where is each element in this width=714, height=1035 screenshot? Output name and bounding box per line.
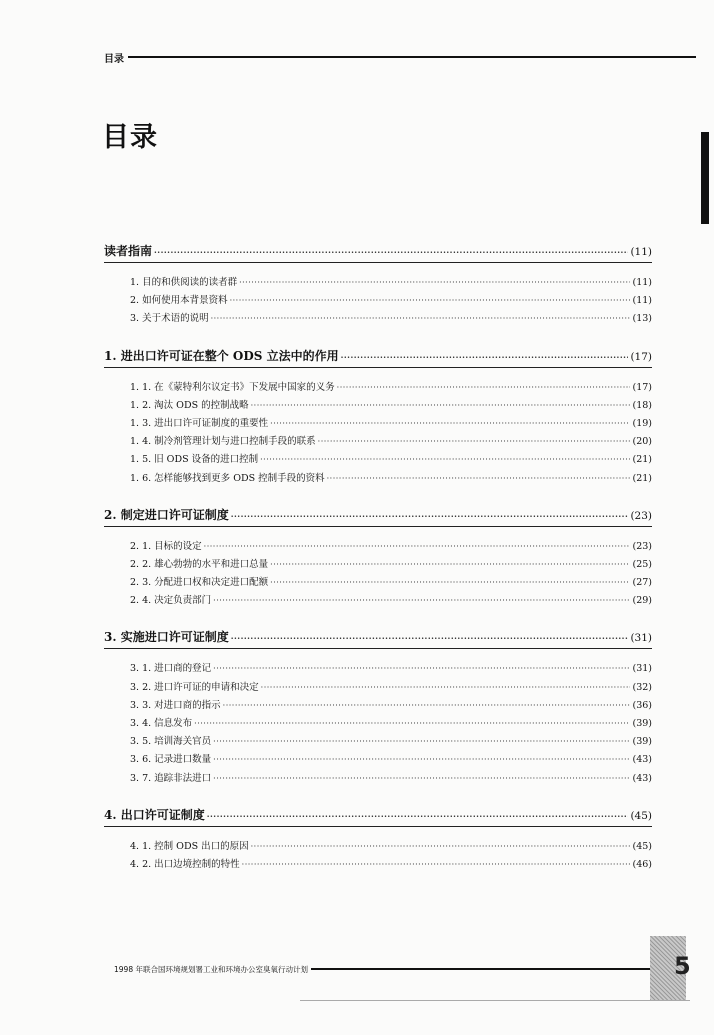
header-rule <box>128 56 696 58</box>
toc-leader-dots <box>213 733 630 751</box>
toc-subentry[interactable] <box>130 574 652 592</box>
toc-subentry-page: (43) <box>632 754 652 766</box>
toc-section <box>104 626 652 803</box>
toc-subentry-page: (31) <box>632 663 652 675</box>
toc-chapter-page: (31) <box>630 632 652 645</box>
toc-leader-dots <box>270 556 630 574</box>
toc-subentry[interactable] <box>130 556 652 574</box>
running-footer <box>114 962 674 976</box>
toc-subentry[interactable] <box>130 751 652 769</box>
toc-subentry-title: 3. 3. 对进口商的指示 <box>130 699 221 711</box>
toc-leader-dots <box>230 292 631 310</box>
toc-leader-dots <box>337 379 631 397</box>
toc-section <box>104 345 652 504</box>
toc-subentry-title: 2. 4. 决定负责部门 <box>130 595 212 607</box>
toc-subentry-title: 2. 2. 雄心勃勃的水平和进口总量 <box>130 558 269 570</box>
toc-subentry-page: (18) <box>632 399 652 411</box>
toc-leader-dots <box>213 751 630 769</box>
toc-leader-dots <box>231 627 629 649</box>
toc-subentry[interactable] <box>130 292 652 310</box>
toc-leader-dots <box>261 679 631 697</box>
toc-section <box>104 504 652 627</box>
running-header <box>104 50 696 64</box>
toc-leader-dots <box>213 592 630 610</box>
toc-section <box>104 240 652 345</box>
toc-leader-dots <box>341 346 629 368</box>
toc-chapter-entry[interactable] <box>104 240 652 263</box>
toc-chapter-title: 读者指南 <box>104 244 153 258</box>
footer-text: 1998 年联合国环境规划署工业和环境办公室臭氧行动计划 <box>114 964 308 974</box>
toc-leader-dots <box>251 397 631 415</box>
toc-chapter-entry[interactable] <box>104 626 652 649</box>
toc-subentry[interactable] <box>130 379 652 397</box>
toc-subentry[interactable] <box>130 770 652 788</box>
toc-chapter-page: (11) <box>630 246 652 258</box>
toc-subentry-page: (25) <box>632 558 652 570</box>
toc-subentry-page: (39) <box>632 736 652 748</box>
toc-subentry-page: (27) <box>632 577 652 589</box>
toc-subentry-page: (45) <box>632 840 652 852</box>
toc-subentry-title: 1. 1. 在《蒙特利尔议定书》下发展中国家的义务 <box>130 381 335 393</box>
toc-subentry-title: 3. 6. 记录进口数量 <box>130 754 212 766</box>
toc-leader-dots <box>223 697 631 715</box>
toc-subentry[interactable] <box>130 415 652 433</box>
toc-chapter-entry[interactable] <box>104 804 652 827</box>
toc-subentry-title: 1. 4. 制冷剂管理计划与进口控制手段的联系 <box>130 436 316 448</box>
toc-subentry[interactable] <box>130 451 652 469</box>
toc-leader-dots <box>318 433 631 451</box>
toc-subentry[interactable] <box>130 310 652 328</box>
toc-subentry-title: 1. 2. 淘汰 ODS 的控制战略 <box>130 399 249 411</box>
toc-leader-dots <box>270 574 630 592</box>
toc-subentry-title: 3. 4. 信息发布 <box>130 718 193 729</box>
toc-chapter-page: (45) <box>630 809 652 822</box>
toc-leader-dots <box>239 274 630 292</box>
toc-subentry-page: (20) <box>632 436 652 448</box>
toc-leader-dots <box>211 310 631 328</box>
toc-subentry-title: 3. 2. 进口许可证的申请和决定 <box>130 681 259 693</box>
toc-subentries <box>104 827 652 890</box>
toc-subentry-page: (32) <box>632 681 652 693</box>
toc-subentry-page: (21) <box>632 454 652 466</box>
toc-subentry-page: (29) <box>632 595 652 607</box>
toc-chapter-title: 2. 制定进口许可证制度 <box>104 507 229 522</box>
toc-leader-dots <box>231 505 629 527</box>
toc-subentry-page: (46) <box>632 858 652 870</box>
toc-chapter-entry[interactable] <box>104 345 652 368</box>
toc-subentry-title: 3. 5. 培训海关官员 <box>130 736 212 748</box>
toc-subentry[interactable] <box>130 592 652 610</box>
side-thumb-tab <box>701 132 709 224</box>
toc-subentry[interactable] <box>130 715 652 733</box>
toc-subentry-title: 3. 7. 追踪非法进口 <box>130 772 212 784</box>
toc-subentry-page: (36) <box>632 699 652 711</box>
toc-subentry[interactable] <box>130 679 652 697</box>
toc-leader-dots <box>260 451 630 469</box>
toc-subentries <box>104 527 652 627</box>
toc-leader-dots <box>194 715 630 733</box>
toc-chapter-entry[interactable] <box>104 504 652 527</box>
toc-subentry[interactable] <box>130 538 652 556</box>
running-header-label: 目录 <box>104 53 124 65</box>
toc-chapter-page: (17) <box>630 350 652 363</box>
toc-subentry[interactable] <box>130 274 652 292</box>
toc-subentry-page: (17) <box>632 381 652 393</box>
toc-subentry-title: 3. 1. 进口商的登记 <box>130 663 212 675</box>
toc-subentry[interactable] <box>130 660 652 678</box>
toc-subentry[interactable] <box>130 397 652 415</box>
table-of-contents <box>104 240 652 890</box>
toc-subentries <box>104 368 652 504</box>
page-title: 目录 <box>102 122 158 153</box>
toc-subentry-page: (11) <box>632 277 652 288</box>
toc-leader-dots <box>213 770 630 788</box>
toc-subentry-title: 1. 5. 旧 ODS 设备的进口控制 <box>130 454 259 466</box>
page-number: 5 <box>674 952 691 980</box>
toc-leader-dots <box>251 838 631 856</box>
toc-leader-dots <box>327 470 631 488</box>
toc-subentry[interactable] <box>130 433 652 451</box>
toc-chapter-title: 3. 实施进口许可证制度 <box>104 630 229 645</box>
toc-leader-dots <box>207 805 629 827</box>
toc-subentry-title: 1. 6. 怎样能够找到更多 ODS 控制手段的资料 <box>130 472 325 484</box>
toc-subentry[interactable] <box>130 733 652 751</box>
toc-subentry-title: 4. 1. 控制 ODS 出口的原因 <box>130 840 249 852</box>
toc-subentry-title: 2. 3. 分配进口权和决定进口配额 <box>130 577 269 589</box>
toc-subentry-page: (13) <box>632 313 652 325</box>
bottom-scan-rule <box>300 1000 690 1001</box>
toc-section <box>104 804 652 890</box>
toc-subentry[interactable] <box>130 470 652 488</box>
toc-leader-dots <box>242 856 631 874</box>
toc-subentries <box>104 263 652 345</box>
toc-subentry-page: (11) <box>632 295 652 307</box>
toc-subentry-title: 1. 3. 进出口许可证制度的重要性 <box>130 417 269 429</box>
toc-subentry-page: (21) <box>632 472 652 484</box>
toc-subentry-title: 1. 目的和供阅读的读者群 <box>130 277 238 288</box>
toc-subentry[interactable] <box>130 838 652 856</box>
toc-subentry[interactable] <box>130 856 652 874</box>
footer-rule <box>311 968 674 970</box>
toc-chapter-title: 1. 进出口许可证在整个 ODS 立法中的作用 <box>104 348 339 363</box>
toc-leader-dots <box>213 660 630 678</box>
toc-subentry-page: (19) <box>632 417 652 429</box>
toc-subentry[interactable] <box>130 697 652 715</box>
toc-subentry-title: 2. 1. 目标的设定 <box>130 540 202 552</box>
toc-chapter-page: (23) <box>630 509 652 522</box>
toc-subentries <box>104 649 652 803</box>
toc-subentry-title: 2. 如何使用本背景资料 <box>130 295 228 307</box>
toc-subentry-title: 4. 2. 出口边境控制的特性 <box>130 858 240 870</box>
toc-leader-dots <box>154 241 628 263</box>
toc-subentry-page: (39) <box>632 718 652 729</box>
toc-subentry-title: 3. 关于术语的说明 <box>130 313 209 325</box>
toc-subentry-page: (23) <box>632 540 652 552</box>
toc-chapter-title: 4. 出口许可证制度 <box>104 807 205 822</box>
toc-leader-dots <box>204 538 631 556</box>
toc-leader-dots <box>270 415 630 433</box>
toc-subentry-page: (43) <box>632 772 652 784</box>
